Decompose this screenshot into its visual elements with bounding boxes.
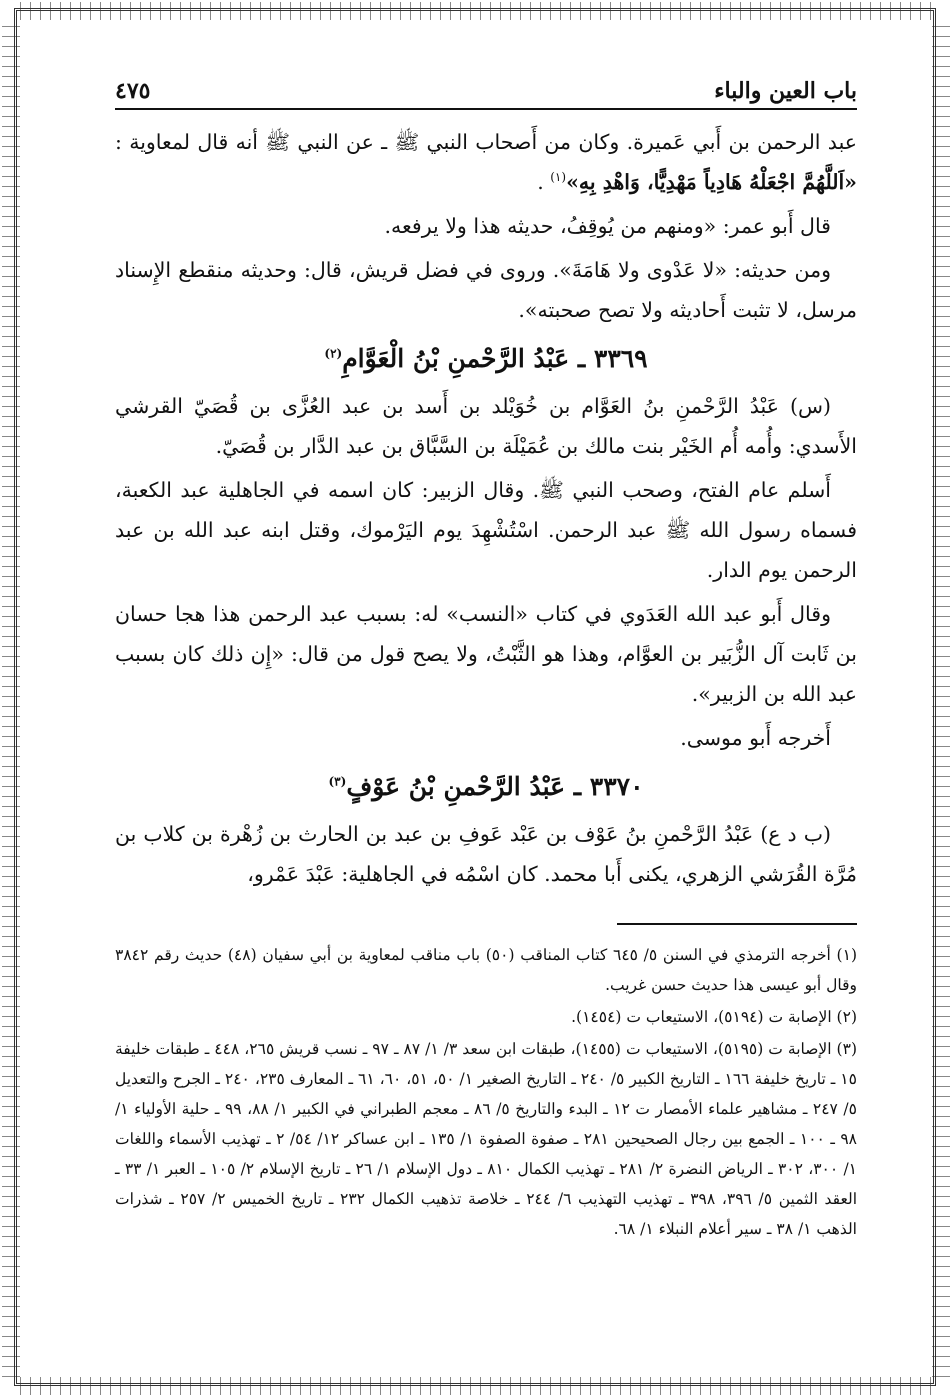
entry-heading-3369-text: ٣٣٦٩ ـ عَبْدُ الرَّحْمنِ بْنُ الْعَوَّامِ — [342, 344, 648, 373]
paragraph-8: (ب د ع) عَبْدُ الرَّحْمنِ بنُ عَوْف بن عَبْد عَوفِ بن عبد بن الحارث بن زُهْرة بن كلاب بن مُرَّة القُرَشي الزهري، يكنى أَبا محمد. كان اسْمُه في الجاهلية: عَبْدَ عَمْرو، — [115, 822, 857, 886]
page-header — [115, 72, 857, 110]
footnote-2: (٢) الإصابة ت (٥١٩٤)، الاستيعاب ت (١٤٥٤). — [571, 1008, 857, 1026]
footnote-divider — [617, 923, 857, 925]
footnote-3: (٣) الإصابة ت (٥١٩٥)، الاستيعاب ت (١٤٥٥)، طبقات ابن سعد ٣/ ١/ ٨٧ ـ ٩٧ ـ نسب قريش ٢٦٥، ٤٤٨ ـ طبقات خليفة ١٥ ـ تاريخ خليفة ١٦٦ ـ التاريخ الكبير ٥/ ٢٤٠ ـ التاريخ الصغير ١/ ٥٠، ٥١، ٦٠، ٦١ ـ المعارف ٢٣٥، ٢٤٠ ـ الجرح والتعديل ٥/ ٢٤٧ ـ مشاهير علماء الأمصار ت ١٢ ـ البدء والتاريخ ٥/ ٨٦ ـ معجم الطبراني في الكبير ١/ ٨٨، ٩٩ ـ حلية الأولياء ١/ ٩٨ ـ ١٠٠ ـ الجمع بين رجال الصحيحين ٢٨١ ـ صفوة الصفوة ١/ ١٣٥ ـ ابن عساكر ١٢/ ٥٤/ ٢ ـ تهذيب الأسماء واللغات ١/ ٣٠٠، ٣٠٢ ـ الرياض النضرة ٢/ ٢٨١ ـ تهذيب الكمال ٨١٠ ـ دول الإسلام ١/ ٢٦ ـ تاريخ الإسلام ٢/ ١٠٥ ـ العبر ١/ ٣٣ ـ العقد الثمين ٥/ ٣٩٦، ٣٩٨ ـ تهذيب التهذيب ٦/ ٢٤٤ ـ خلاصة تذهيب الكمال ٢٣٢ ـ تاريخ الخميس ٢/ ٢٥٧ ـ شذرات الذهب ١/ ٣٨ ـ سير أعلام النبلاء ١/ ٦٨. — [115, 1040, 858, 1238]
paragraph-3: ومن حديثه: «لا عَدْوى ولا هَامَةَ». وروى في فضل قريش، قال: وحديثه منقطع الإِسناد مرسل، لا تثبت أَحاديثه ولا تصح صحبته». — [115, 258, 857, 322]
entry-heading-3370-text: ٣٣٧٠ ـ عَبْدُ الرَّحْمنِ بْنُ عَوْفٍ — [346, 772, 644, 801]
paragraph-2: قال أَبو عمر: «ومنهم من يُوقِفُ، حديثه هذا ولا يرفعه. — [384, 214, 831, 238]
footnote-ref-1[interactable]: (١) — [550, 170, 567, 185]
paragraph-1: عبد الرحمن بن أَبي عَميرة. وكان من أَصحاب النبي ﷺ ـ عن النبي ﷺ أنه قال لمعاوية : «اَللَّهُمَّ اجْعَلْهُ هَادِياً مَهْدِيًّا، وَاهْدِ بِهِ»$^{(١)}$ . — [115, 130, 857, 194]
entry-heading-3369 — [115, 334, 857, 384]
supplication-quote: «اَللَّهُمَّ اجْعَلْهُ هَادِياً مَهْدِيًّا، وَاهْدِ بِهِ» — [566, 170, 857, 194]
main-text — [115, 122, 857, 898]
footnote-ref-2[interactable]: (٢) — [324, 346, 343, 361]
footnotes-section — [115, 940, 857, 1246]
footnote-ref-3[interactable]: (٣) — [328, 774, 347, 789]
paragraph-6: وقال أَبو عبد الله العَدَوي في كتاب «النسب» له: بسبب عبد الرحمن هذا هجا حسان بن ثَابت آل الزُّبَير بن العوَّام، وهذا هو الثَّبْتُ، ولا يصح قول من قال: «إِن ذلك كان بسبب عبد الله بن الزبير». — [115, 602, 857, 706]
entry-heading-3370 — [115, 762, 857, 812]
paragraph-4: (س) عَبْدُ الرَّحْمنِ بنُ العَوَّام بن خُوَيْلد بن أَسد بن عبد العُزَّى بن قُصَيّ القرشي الأَسدي: وأُمه أُم الخَيْر بنت مالك بن عُمَيْلَة بن السَّبَّاق بن عبد الدَّار بن قُصَيّ. — [115, 394, 857, 458]
paragraph-5: أَسلم عام الفتح، وصحب النبي ﷺ. وقال الزبير: كان اسمه في الجاهلية عبد الكعبة، فسماه رسول الله ﷺ عبد الرحمن. اسْتُشْهِدَ يوم اليَرْموك، وقتل ابنه عبد الله بن عبد الرحمن يوم الدار. — [115, 478, 857, 582]
footnote-1: (١) أخرجه الترمذي في السنن ٥/ ٦٤٥ كتاب المناقب (٥٠) باب مناقب لمعاوية بن أبي سفيان (٤٨) حديث رقم ٣٨٤٢ وقال أبو عيسى هذا حديث حسن غريب. — [115, 946, 857, 994]
page-number: ٤٧٥ — [115, 78, 151, 104]
chapter-title: باب العين والباء — [714, 78, 857, 104]
paragraph-1-text: عبد الرحمن بن أَبي عَميرة. وكان من أَصحاب النبي ﷺ ـ عن النبي ﷺ أنه قال لمعاوية : — [115, 130, 857, 154]
paragraph-7: أَخرجه أَبو موسى. — [680, 726, 831, 750]
